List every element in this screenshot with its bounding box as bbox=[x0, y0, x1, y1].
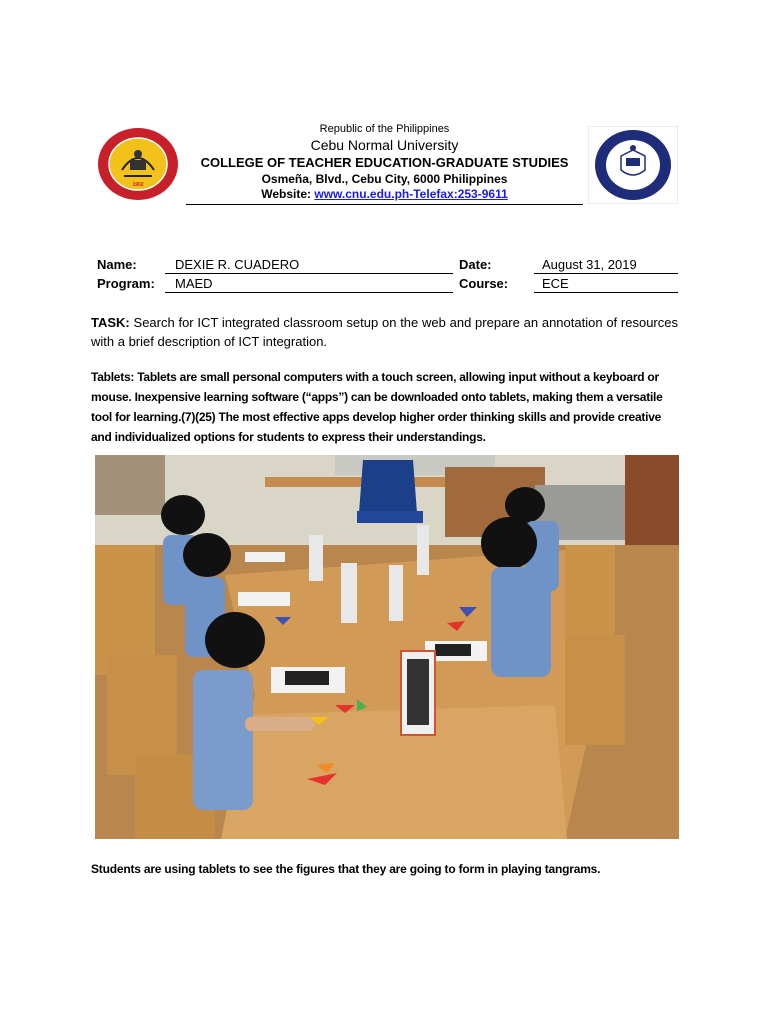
svg-text:1902: 1902 bbox=[132, 182, 144, 188]
name-underline bbox=[165, 273, 453, 274]
republic-line: Republic of the Philippines bbox=[319, 123, 450, 135]
photo-caption: Students are using tablets to see the figures that they are going to form in playing tangrams. bbox=[91, 862, 601, 876]
college-seal-logo bbox=[588, 126, 678, 204]
website-link[interactable]: www.cnu.edu.ph-Telefax:253-9611 bbox=[314, 187, 508, 201]
cnu-seal-logo bbox=[96, 126, 180, 202]
course-underline bbox=[534, 292, 678, 293]
name-label: Name: bbox=[97, 257, 137, 272]
university-name: Cebu Normal University bbox=[310, 137, 459, 153]
date-value: August 31, 2019 bbox=[542, 257, 637, 272]
classroom-photo bbox=[95, 455, 679, 839]
program-underline bbox=[165, 292, 453, 293]
task-text: Search for ICT integrated classroom setup on the web and prepare an annotation of resources with a brief description of ICT integration. bbox=[91, 315, 678, 349]
program-value: MAED bbox=[175, 276, 213, 291]
tablets-paragraph: Tablets: Tablets are small personal computers with a touch screen, allowing input without a keyboard or mouse. Inexpensive learning software (“apps”) can be downloaded onto tablets, making them a versatile tool for learning.(7)(25) The most effective apps develop higher order thinking skills and provide creative and individualized options for students to express their understandings. bbox=[91, 370, 663, 444]
website-label: Website: bbox=[261, 187, 312, 201]
course-label: Course: bbox=[459, 276, 509, 291]
date-underline bbox=[534, 273, 678, 274]
task-label: TASK: bbox=[91, 315, 130, 330]
name-value: DEXIE R. CUADERO bbox=[175, 257, 300, 272]
header-rule bbox=[186, 204, 583, 205]
college-address: Osmeña, Blvd., Cebu City, 6000 Philippines bbox=[261, 172, 508, 186]
date-label: Date: bbox=[459, 257, 492, 272]
program-label: Program: bbox=[97, 276, 155, 291]
task-paragraph bbox=[91, 313, 678, 351]
website-line bbox=[186, 187, 583, 201]
college-name: COLLEGE OF TEACHER EDUCATION-GRADUATE STUDIES bbox=[200, 155, 569, 170]
course-value: ECE bbox=[542, 276, 569, 291]
